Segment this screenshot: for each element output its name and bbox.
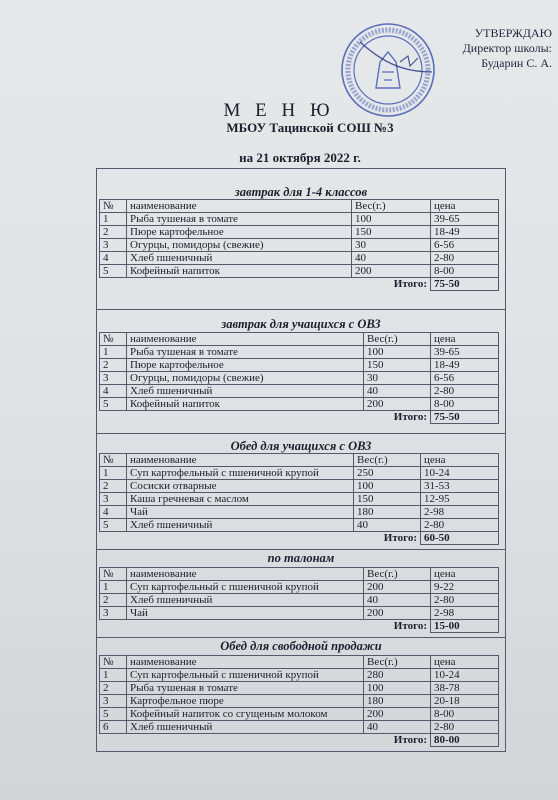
table-row <box>100 682 499 695</box>
total-label-text: Итого: <box>393 620 427 633</box>
table-row <box>100 265 499 278</box>
table-row <box>100 519 499 532</box>
total-row <box>100 411 499 424</box>
section-divider <box>97 549 505 550</box>
total-label <box>100 278 431 291</box>
total-label <box>100 532 421 545</box>
cell-name: Рыба тушеная в томате <box>127 213 352 226</box>
col-header-weight: Вес(г.) <box>364 568 431 581</box>
total-value: 75-50 <box>431 278 499 291</box>
page-title: М Е Н Ю <box>223 100 335 121</box>
cell-no: 2 <box>100 682 127 695</box>
table-row <box>100 385 499 398</box>
cell-price: 2-80 <box>431 385 499 398</box>
cell-name: Хлеб пшеничный <box>127 252 352 265</box>
table-row <box>100 252 499 265</box>
section-divider <box>97 637 505 638</box>
cell-price: 6-56 <box>431 372 499 385</box>
col-header-price: цена <box>431 656 499 669</box>
menu-table <box>99 332 499 424</box>
table-row <box>100 359 499 372</box>
cell-price: 8-00 <box>431 708 499 721</box>
cell-weight: 250 <box>354 467 421 480</box>
col-header-price: цена <box>421 454 499 467</box>
col-header-price: цена <box>431 568 499 581</box>
cell-weight: 150 <box>354 493 421 506</box>
menu-table <box>99 655 499 747</box>
cell-name: Кофейный напиток со сгущеным молоком <box>127 708 364 721</box>
approval-block <box>440 26 552 71</box>
cell-weight: 40 <box>364 594 431 607</box>
cell-weight: 200 <box>352 265 431 278</box>
cell-weight: 200 <box>364 708 431 721</box>
cell-price: 2-98 <box>431 607 499 620</box>
cell-no: 2 <box>100 226 127 239</box>
cell-name: Суп картофельный с пшеничной крупой <box>127 467 354 480</box>
cell-name: Кофейный напиток <box>127 265 352 278</box>
cell-no: 5 <box>100 265 127 278</box>
total-row <box>100 734 499 747</box>
approval-name: Бударин С. А. <box>481 56 552 70</box>
cell-weight: 30 <box>352 239 431 252</box>
menu-table <box>99 199 499 291</box>
cell-price: 38-78 <box>431 682 499 695</box>
total-value: 60-50 <box>421 532 499 545</box>
table-header-row <box>100 568 499 581</box>
col-header-weight: Вес(г.) <box>354 454 421 467</box>
total-label <box>100 734 431 747</box>
cell-name: Огурцы, помидоры (свежие) <box>127 372 364 385</box>
total-label <box>100 411 431 424</box>
approval-heading: УТВЕРЖДАЮ <box>474 26 552 40</box>
cell-no: 3 <box>100 695 127 708</box>
cell-weight: 40 <box>364 385 431 398</box>
table-row <box>100 239 499 252</box>
approval-position: Директор школы: <box>462 41 552 55</box>
total-value: 15-00 <box>431 620 499 633</box>
cell-price: 8-00 <box>431 265 499 278</box>
cell-no: 5 <box>100 708 127 721</box>
cell-name: Чай <box>127 607 364 620</box>
cell-weight: 200 <box>364 398 431 411</box>
table-row <box>100 581 499 594</box>
table-row <box>100 695 499 708</box>
cell-name: Хлеб пшеничный <box>127 385 364 398</box>
cell-weight: 100 <box>352 213 431 226</box>
table-header-row <box>100 454 499 467</box>
table-row <box>100 708 499 721</box>
table-row <box>100 493 499 506</box>
cell-no: 1 <box>100 346 127 359</box>
col-header-name: наименование <box>127 454 354 467</box>
cell-weight: 30 <box>364 372 431 385</box>
cell-no: 5 <box>100 519 127 532</box>
col-header-weight: Вес(г.) <box>364 333 431 346</box>
cell-no: 4 <box>100 385 127 398</box>
cell-weight: 40 <box>364 721 431 734</box>
cell-name: Чай <box>127 506 354 519</box>
col-header-no: № <box>100 568 127 581</box>
cell-no: 2 <box>100 594 127 607</box>
cell-no: 4 <box>100 252 127 265</box>
section-divider <box>97 433 505 434</box>
cell-weight: 150 <box>364 359 431 372</box>
cell-name: Каша гречневая с маслом <box>127 493 354 506</box>
table-row <box>100 467 499 480</box>
cell-no: 2 <box>100 359 127 372</box>
table-row <box>100 226 499 239</box>
cell-weight: 100 <box>364 682 431 695</box>
section-title: Обед для учащихся с ОВЗ <box>230 439 372 453</box>
section-title: Обед для свободной продажи <box>220 639 382 653</box>
cell-price: 2-98 <box>421 506 499 519</box>
cell-name: Пюре картофельное <box>127 226 352 239</box>
col-header-no: № <box>100 333 127 346</box>
table-row <box>100 398 499 411</box>
total-label-text: Итого: <box>393 278 427 291</box>
total-row <box>100 532 499 545</box>
cell-price: 18-49 <box>431 359 499 372</box>
cell-weight: 40 <box>352 252 431 265</box>
total-label-text: Итого: <box>393 734 427 747</box>
cell-no: 1 <box>100 669 127 682</box>
cell-no: 3 <box>100 239 127 252</box>
col-header-no: № <box>100 200 127 213</box>
cell-price: 10-24 <box>431 669 499 682</box>
table-header-row <box>100 333 499 346</box>
table-row <box>100 669 499 682</box>
col-header-name: наименование <box>127 656 364 669</box>
total-label-text: Итого: <box>383 532 417 545</box>
table-row <box>100 480 499 493</box>
cell-no: 1 <box>100 581 127 594</box>
table-header-row <box>100 656 499 669</box>
cell-name: Хлеб пшеничный <box>127 721 364 734</box>
cell-no: 1 <box>100 467 127 480</box>
table-row <box>100 213 499 226</box>
total-label-text: Итого: <box>393 411 427 424</box>
section-title: завтрак для учащихся с ОВЗ <box>221 317 381 331</box>
cell-name: Кофейный напиток <box>127 398 364 411</box>
cell-no: 3 <box>100 607 127 620</box>
table-row <box>100 721 499 734</box>
cell-price: 39-65 <box>431 346 499 359</box>
col-header-name: наименование <box>127 200 352 213</box>
cell-weight: 280 <box>364 669 431 682</box>
cell-price: 2-80 <box>431 252 499 265</box>
total-label <box>100 620 431 633</box>
cell-price: 18-49 <box>431 226 499 239</box>
section-divider <box>97 309 505 310</box>
menu-table <box>99 567 499 633</box>
cell-name: Пюре картофельное <box>127 359 364 372</box>
total-value: 75-50 <box>431 411 499 424</box>
school-name: МБОУ Тацинской СОШ №3 <box>226 120 394 135</box>
cell-price: 9-22 <box>431 581 499 594</box>
menu-table <box>99 453 499 545</box>
cell-price: 6-56 <box>431 239 499 252</box>
cell-weight: 180 <box>354 506 421 519</box>
cell-name: Суп картофельный с пшеничной крупой <box>127 581 364 594</box>
cell-name: Огурцы, помидоры (свежие) <box>127 239 352 252</box>
total-row <box>100 620 499 633</box>
cell-weight: 200 <box>364 607 431 620</box>
col-header-price: цена <box>431 200 499 213</box>
col-header-name: наименование <box>127 333 364 346</box>
cell-weight: 40 <box>354 519 421 532</box>
cell-name: Сосиски отварные <box>127 480 354 493</box>
cell-name: Хлеб пшеничный <box>127 519 354 532</box>
cell-weight: 150 <box>352 226 431 239</box>
col-header-no: № <box>100 454 127 467</box>
cell-no: 6 <box>100 721 127 734</box>
col-header-name: наименование <box>127 568 364 581</box>
cell-price: 2-80 <box>431 721 499 734</box>
section-title: завтрак для 1-4 классов <box>234 185 368 199</box>
table-row <box>100 346 499 359</box>
cell-no: 3 <box>100 493 127 506</box>
cell-name: Картофельное пюре <box>127 695 364 708</box>
cell-no: 4 <box>100 506 127 519</box>
cell-weight: 100 <box>364 346 431 359</box>
col-header-weight: Вес(г.) <box>352 200 431 213</box>
cell-price: 2-80 <box>431 594 499 607</box>
col-header-weight: Вес(г.) <box>364 656 431 669</box>
cell-name: Рыба тушеная в томате <box>127 346 364 359</box>
cell-no: 3 <box>100 372 127 385</box>
cell-name: Рыба тушеная в томате <box>127 682 364 695</box>
cell-weight: 200 <box>364 581 431 594</box>
cell-price: 2-80 <box>421 519 499 532</box>
col-header-no: № <box>100 656 127 669</box>
table-row <box>100 506 499 519</box>
table-row <box>100 607 499 620</box>
cell-price: 31-53 <box>421 480 499 493</box>
cell-no: 5 <box>100 398 127 411</box>
cell-price: 10-24 <box>421 467 499 480</box>
section-title: по талонам <box>267 551 335 565</box>
table-row <box>100 594 499 607</box>
table-row <box>100 372 499 385</box>
menu-frame <box>96 168 506 752</box>
cell-price: 39-65 <box>431 213 499 226</box>
cell-name: Хлеб пшеничный <box>127 594 364 607</box>
cell-weight: 180 <box>364 695 431 708</box>
cell-no: 2 <box>100 480 127 493</box>
col-header-price: цена <box>431 333 499 346</box>
total-value: 80-00 <box>431 734 499 747</box>
total-row <box>100 278 499 291</box>
cell-name: Суп картофельный с пшеничной крупой <box>127 669 364 682</box>
cell-price: 12-95 <box>421 493 499 506</box>
cell-price: 20-18 <box>431 695 499 708</box>
menu-date: на 21 октября 2022 г. <box>239 150 361 165</box>
cell-weight: 100 <box>354 480 421 493</box>
table-header-row <box>100 200 499 213</box>
cell-no: 1 <box>100 213 127 226</box>
cell-price: 8-00 <box>431 398 499 411</box>
